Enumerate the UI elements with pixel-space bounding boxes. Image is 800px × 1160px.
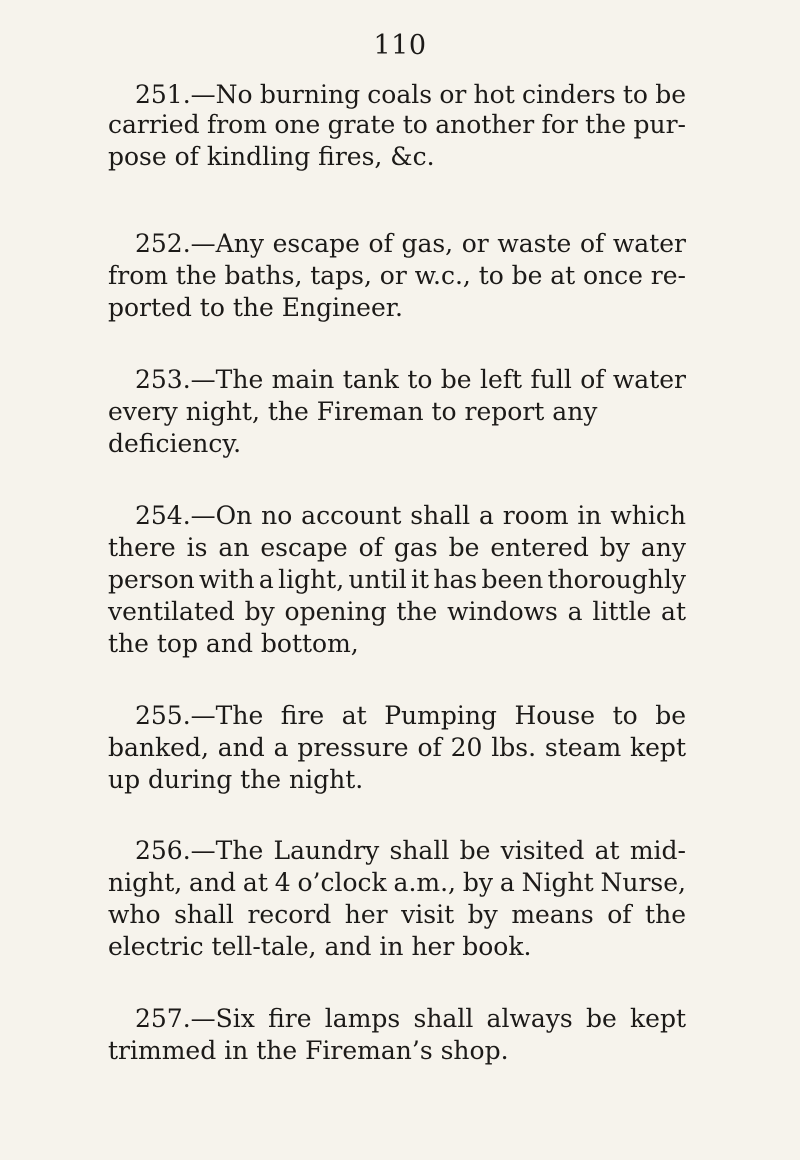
rule-256-line-2: night, and at 4 o’clock a.m., by a Night Nurse, xyxy=(108,868,686,897)
rule-256-line-1: 256.—The Laundry shall be visited at mid- xyxy=(135,836,686,865)
rule-256-line-3: who shall record her visit by means of the xyxy=(108,900,686,929)
rule-254-line-5: the top and bottom, xyxy=(108,629,359,658)
rule-255-line-1: 255.—The fire at Pumping House to be xyxy=(135,701,686,730)
rule-254-line-4: ventilated by opening the windows a little at xyxy=(108,597,686,626)
rule-253-line-1: 253.—The main tank to be left full of water xyxy=(135,365,686,394)
rule-256-line-4: electric tell-tale, and in her book. xyxy=(108,932,532,961)
rule-255-line-3: up during the night. xyxy=(108,765,364,794)
rule-252-line-2: from the baths, taps, or w.c., to be at once re- xyxy=(108,261,686,290)
rule-251-line-3: pose of kindling fires, &c. xyxy=(108,142,435,171)
rule-254-line-2: there is an escape of gas be entered by any xyxy=(108,533,686,562)
rule-255-line-2: banked, and a pressure of 20 lbs. steam kept xyxy=(108,733,686,762)
rule-257-line-2: trimmed in the Fireman’s shop. xyxy=(108,1036,509,1065)
rule-251-line-1: 251.—No burning coals or hot cinders to be xyxy=(135,80,686,109)
rule-254-line-3: person with a light, until it has been thoroughly xyxy=(108,565,686,594)
rule-251-line-2: carried from one grate to another for the pur- xyxy=(108,110,686,139)
rule-257-line-1: 257.—Six fire lamps shall always be kept xyxy=(135,1004,686,1033)
rule-252-line-3: ported to the Engineer. xyxy=(108,293,403,322)
rule-254-line-1: 254.—On no account shall a room in which xyxy=(135,501,686,530)
rule-253-line-3: deficiency. xyxy=(108,429,242,458)
page-number: 110 xyxy=(373,30,427,61)
rule-253-line-2: every night, the Fireman to report any xyxy=(108,397,598,426)
rule-252-line-1: 252.—Any escape of gas, or waste of water xyxy=(135,229,686,258)
